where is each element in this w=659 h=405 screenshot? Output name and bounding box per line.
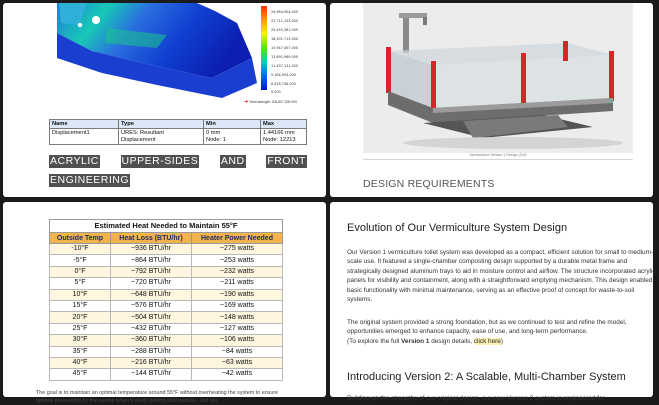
article-paragraph-group	[347, 318, 659, 346]
table-title: Estimated Heat Needed to Maintain 55°F	[49, 219, 283, 232]
table-cell: ~360 BTU/hr	[111, 335, 192, 346]
table-cell: -5°F	[50, 255, 111, 266]
table-cell: ~792 BTU/hr	[111, 266, 192, 277]
table-cell: ~720 BTU/hr	[111, 278, 192, 289]
fea-legend-value: 6,928,748.000	[271, 82, 296, 86]
table-cell: 45°F	[50, 369, 111, 380]
table-cell: ~127 watts	[192, 323, 283, 334]
table-cell: 30°F	[50, 335, 111, 346]
fea-legend-value: 11,437,131.000	[271, 64, 298, 68]
fea-mount-hole	[92, 16, 100, 24]
fea-legend-value: 22,711,133.000	[271, 19, 298, 23]
table-cell: ~42 watts	[192, 369, 283, 380]
image-caption: Vermiculture Version 1 Design (Cut)	[469, 153, 527, 157]
table-row	[50, 289, 283, 300]
article-heading: Evolution of Our Vermiculture System Design	[347, 222, 568, 234]
text-bold: Version 1	[401, 337, 430, 345]
table-row	[50, 346, 283, 357]
table-cell: ~106 watts	[192, 335, 283, 346]
table-row	[50, 335, 283, 346]
section-heading-acrylic	[49, 155, 307, 187]
column-header: Min	[204, 120, 261, 129]
arrow-right-icon: ➜	[244, 99, 249, 105]
table-cell: ~84 watts	[192, 346, 283, 357]
table-row	[50, 312, 283, 323]
fea-yield-label: Yield strength: 206,807,000.000	[249, 100, 298, 104]
table-cell: ~936 BTU/hr	[111, 244, 192, 255]
table-cell	[204, 129, 261, 145]
cell-line: Displacement	[121, 136, 156, 143]
table-cell: ~648 BTU/hr	[111, 289, 192, 300]
table-row	[50, 266, 283, 277]
table-cell: ~63 watts	[192, 357, 283, 368]
section-heading-design-requirements: DESIGN REQUIREMENTS	[363, 178, 495, 190]
fea-legend-value: 24,964,904.000	[271, 10, 298, 14]
article-paragraph: The original system provided a strong foundation, but as we continued to test and refine the model, opportunities emerged to enhance capacity, ease of use, and long-term performance.	[347, 319, 627, 336]
column-header: Type	[119, 120, 204, 129]
table-cell: ~148 watts	[192, 312, 283, 323]
table-cell: ~232 watts	[192, 266, 283, 277]
heading-word: UPPER-SIDES	[121, 155, 199, 167]
fea-yield-strength	[244, 99, 297, 105]
table-row	[50, 300, 283, 311]
article-paragraph	[347, 337, 659, 346]
table-cell: ~216 BTU/hr	[111, 357, 192, 368]
table-row	[50, 357, 283, 368]
table-cell: ~504 BTU/hr	[111, 312, 192, 323]
article-heading: Introducing Version 2: A Scalable, Multi-Chamber System	[347, 371, 626, 383]
table-row	[50, 323, 283, 334]
cell-line: 1.44166 mm	[263, 130, 295, 137]
table-row	[50, 255, 283, 266]
table-cell: ~144 BTU/hr	[111, 369, 192, 380]
table-row	[50, 129, 307, 145]
heading-word: ENGINEERING	[50, 174, 130, 186]
vermiculture-render	[363, 3, 633, 153]
table-cell: 20°F	[50, 312, 111, 323]
table-cell: ~190 watts	[192, 289, 283, 300]
table-row	[50, 244, 283, 255]
article-paragraph: Our Version 1 vermiculture toilet system was developed as a compact, efficient solution for small to medium-scale use. It featured a single-chamber composting design supported by a durable metal frame and strategically designed aluminum trays to aid in moisture control and airflow. The structure incorporated acrylic panels for visibility and containment, along with a straightforward emptying mechanism. This design enabled basic functionality with minimal maintenance, serving as an effective proof of concept for waste-to-soil systems.	[347, 249, 656, 304]
heading-word: AND	[220, 155, 245, 167]
heading-word: FRONT	[267, 155, 306, 167]
table-cell: Displacement1	[50, 129, 119, 145]
click-here-link[interactable]: click here	[473, 337, 501, 345]
design-render-panel	[330, 3, 653, 197]
table-cell	[119, 129, 204, 145]
text-run: (To explore the full	[347, 337, 401, 345]
article-paragraph: Building on the strengths of our original design, our new Version 2 system is engineered for	[347, 395, 605, 402]
fea-legend-value: 20,455,361.000	[271, 28, 298, 32]
table-cell: ~288 BTU/hr	[111, 346, 192, 357]
table-cell: ~169 watts	[192, 300, 283, 311]
fea-legend-value: 15,947,457.000	[271, 46, 298, 50]
table-cell: -10°F	[50, 244, 111, 255]
table-cell: 10°F	[50, 289, 111, 300]
table-cell: 25°F	[50, 323, 111, 334]
fea-results-panel	[3, 3, 326, 197]
table-cell: 5°F	[50, 278, 111, 289]
text-run: design details,	[429, 337, 474, 345]
heat-estimate-panel	[3, 202, 326, 405]
heading-line	[49, 155, 307, 168]
cell-line: Node: 12213	[263, 136, 296, 143]
table-row	[50, 369, 283, 380]
table-cell: ~211 watts	[192, 278, 283, 289]
table-cell: ~864 BTU/hr	[111, 255, 192, 266]
table-cell: 0°F	[50, 266, 111, 277]
fea-legend-value: 18,201,713.000	[271, 37, 298, 41]
table-cell: 35°F	[50, 346, 111, 357]
column-header: Heat Loss (BTU/hr)	[111, 233, 192, 244]
table-cell: 15°F	[50, 300, 111, 311]
design-render-image	[363, 3, 633, 153]
cell-line: 0 mm	[206, 130, 221, 137]
table-row	[50, 278, 283, 289]
divider	[363, 159, 633, 160]
table-header-row	[50, 120, 307, 129]
column-header: Max	[261, 120, 307, 129]
heat-estimate-table	[49, 219, 283, 381]
fea-mount-hole	[78, 23, 82, 27]
fea-legend-value: 9,184,954.000	[271, 73, 296, 77]
fea-results-table	[49, 119, 307, 145]
article-panel	[330, 202, 656, 402]
heat-goal-paragraph: The goal is to maintain an optimal temperature around 55°F without overheating the system to ensure optimal processing by the worms when it starts getting cold outside - but not	[36, 390, 279, 405]
table-cell: ~432 BTU/hr	[111, 323, 192, 334]
table-cell: ~576 BTU/hr	[111, 300, 192, 311]
table-cell	[261, 129, 307, 145]
column-header: Outside Temp	[50, 233, 111, 244]
column-header: Heater Power Needed	[192, 233, 283, 244]
table-cell: ~275 watts	[192, 244, 283, 255]
fea-legend-value: 13,691,969.000	[271, 55, 298, 59]
fea-color-legend-bar	[261, 6, 267, 90]
fea-legend-value: 0.000	[271, 90, 281, 94]
table-cell: ~253 watts	[192, 255, 283, 266]
text-run: )	[500, 337, 503, 345]
heading-word: ACRYLIC	[50, 155, 99, 167]
column-header: Name	[50, 120, 119, 129]
cell-line: URES: Resultant	[121, 130, 164, 137]
cell-line: Node: 1	[206, 136, 226, 143]
table-cell: 40°F	[50, 357, 111, 368]
table-header-row	[50, 233, 283, 244]
